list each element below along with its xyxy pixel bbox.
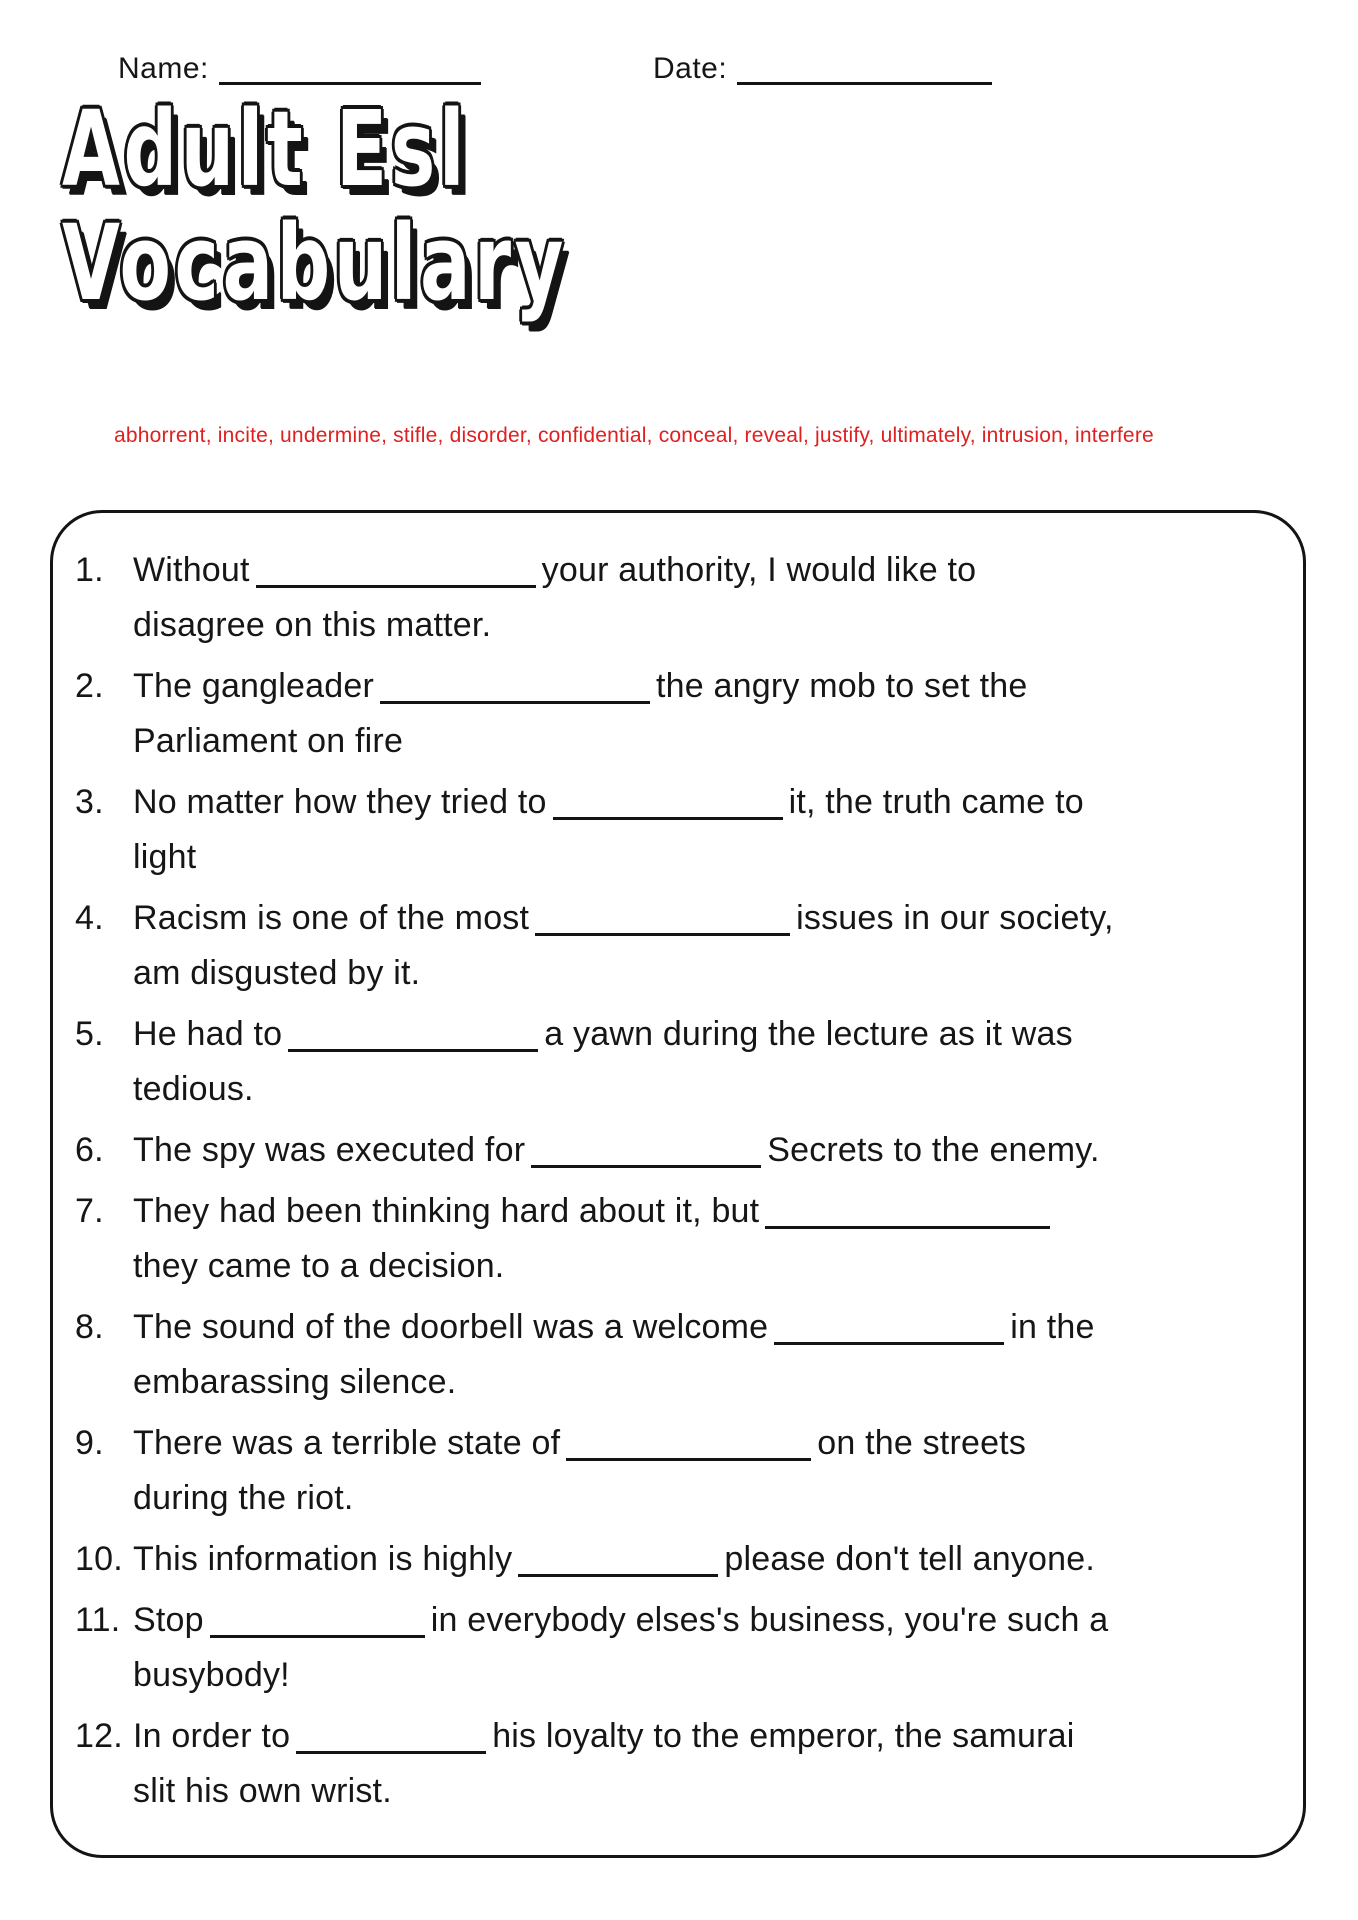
worksheet-title [62,88,568,324]
question-item [75,1532,1277,1587]
name-label: Name: [118,52,209,85]
answer-blank[interactable] [288,1018,538,1052]
question-item [75,891,1277,1001]
answer-blank[interactable] [518,1543,718,1577]
question-number: 3. [75,783,104,821]
question-number: 12. [75,1717,123,1755]
answer-blank[interactable] [765,1195,1050,1229]
question-item [75,1007,1277,1117]
questions-list [75,543,1277,1819]
question-text: Stop in everybody elses's business, you're such a busybody! [133,1601,1109,1694]
date-input-line[interactable] [737,55,992,85]
question-text: The gangleader the angry mob to set the Parliament on fire [133,667,1028,760]
question-number: 4. [75,899,104,937]
question-item [75,1123,1277,1178]
question-text: This information is highly please don't tell anyone. [133,1540,1096,1578]
title-line-2: Vocabulary [62,202,568,324]
question-text: There was a terrible state of on the streets during the riot. [133,1424,1027,1517]
answer-blank[interactable] [774,1311,1004,1345]
question-text: No matter how they tried to it, the truth came to light [133,783,1084,876]
answer-blank[interactable] [256,554,536,588]
question-number: 9. [75,1424,104,1462]
question-text: He had to a yawn during the lecture as it was tedious. [133,1015,1073,1108]
answer-blank[interactable] [296,1720,486,1754]
answer-blank[interactable] [210,1604,425,1638]
question-item [75,1300,1277,1410]
name-input-line[interactable] [219,55,481,85]
question-text: In order to his loyalty to the emperor, the samurai slit his own wrist. [133,1717,1075,1810]
answer-blank[interactable] [531,1134,761,1168]
question-text: They had been thinking hard about it, but they came to a decision. [133,1184,1277,1294]
question-number: 11. [75,1601,121,1639]
question-number: 1. [75,551,104,589]
question-item [75,775,1277,885]
question-number: 10. [75,1540,123,1578]
question-number: 2. [75,667,104,705]
answer-blank[interactable] [535,902,790,936]
question-text: Racism is one of the most issues in our society, am disgusted by it. [133,899,1114,992]
date-label: Date: [653,52,728,85]
question-number: 5. [75,1015,104,1053]
question-item [75,659,1277,769]
question-text: Without your authority, I would like to disagree on this matter. [133,551,977,644]
question-text: The spy was executed for Secrets to the enemy. [133,1131,1100,1169]
name-field [118,52,481,86]
question-number: 6. [75,1131,104,1169]
question-item [75,1416,1277,1526]
question-item [75,1593,1277,1703]
date-field [653,52,992,86]
question-item [75,1709,1277,1819]
word-bank: abhorrent, incite, undermine, stifle, disorder, confidential, conceal, reveal, justify, ultimately, intrusion, interfere [114,424,1154,447]
questions-box [50,510,1306,1858]
question-number: 7. [75,1192,104,1230]
title-line-1: Adult Esl [62,88,469,210]
question-item [75,1184,1277,1294]
question-number: 8. [75,1308,104,1346]
question-item [75,543,1277,653]
answer-blank[interactable] [380,670,650,704]
answer-blank[interactable] [553,786,783,820]
question-text: The sound of the doorbell was a welcome in the embarassing silence. [133,1308,1095,1401]
answer-blank[interactable] [566,1427,811,1461]
